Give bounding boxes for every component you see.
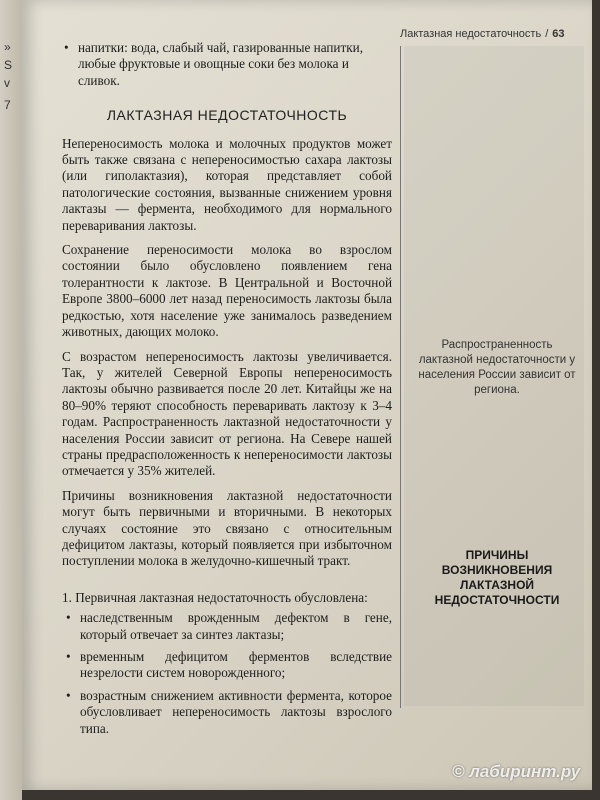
running-head-separator: / xyxy=(545,28,549,40)
edge-mark: 7 xyxy=(4,98,11,112)
continued-bullet: • напитки: вода, слабый чай, газированные напитки, любые фруктовые и овощные соки без молока и сливок. xyxy=(62,40,392,89)
running-head xyxy=(400,28,590,40)
list-item: • временным дефицитом ферментов вследствие незрелости систем новорожденного; xyxy=(62,649,392,682)
adjacent-page-edge xyxy=(0,0,22,800)
column-divider xyxy=(400,46,401,708)
main-text-column xyxy=(62,40,392,743)
bullet-list xyxy=(62,610,392,737)
sidebar-heading: ПРИЧИНЫ ВОЗНИКНОВЕНИЯ ЛАКТАЗНОЙ НЕДОСТАТОЧНОСТИ xyxy=(434,548,560,607)
edge-mark: S xyxy=(4,58,13,72)
sidebar-note: Распространенность лактазной недостаточности у населения России зависит от региона. xyxy=(418,339,576,396)
paragraph: Непереносимость молока и молочных продуктов может быть также связана с непереносимостью сахара лактозы (или гиполактазия), которая представляет собой патологические состояния, вызванные снижением уровня лактазы — фермента, необходимого для нормального переваривания лактозы. xyxy=(62,135,392,233)
paragraph: С возрастом непереносимость лактозы увеличивается. Так, у жителей Северной Европы непереносимость лактозы обычно развивается после 20 лет. Китайцы же на 80–90% теряют способность переваривать лактозу к 3–4 годам. Распространенность лактазной недостаточности у населения России зависит от региона. На Севере нашей страны предрасположенность к непереносимости лактозы отмечается у 35% жителей. xyxy=(62,348,392,479)
watermark: © лабиринт.ру xyxy=(452,762,581,781)
page-number: 63 xyxy=(552,28,565,40)
running-head-title: Лактазная недостаточность xyxy=(400,28,542,40)
list-item: • наследственным врожденным дефектом в гене, который отвечает за синтез лактазы; xyxy=(62,610,392,643)
list-item: • возрастным снижением активности фермента, которое обусловливает непереносимость лактозы взрослого типа. xyxy=(62,688,392,737)
edge-mark: » xyxy=(4,40,11,54)
paragraph: Причины возникновения лактазной недостаточности могут быть первичными и вторичными. В некоторых случаях состояние это связано с относительным дефицитом лактазы, который появляется при избыточном поступлении молока в желудочно-кишечный тракт. xyxy=(62,487,392,569)
list-intro: 1. Первичная лактазная недостаточность обусловлена: xyxy=(62,589,368,605)
edge-mark: v xyxy=(4,76,10,90)
paragraph: Сохранение переносимости молока во взрослом состоянии было обусловлено появлением гена толерантности к лактозе. В Центральной и Восточной Европе 3800–6000 лет назад переносимость лактозы была редкостью, хотя население уже занималось разведением животных, дающих молоко. xyxy=(62,242,392,340)
book-page xyxy=(22,0,592,790)
section-title: ЛАКТАЗНАЯ НЕДОСТАТОЧНОСТЬ xyxy=(106,107,348,124)
